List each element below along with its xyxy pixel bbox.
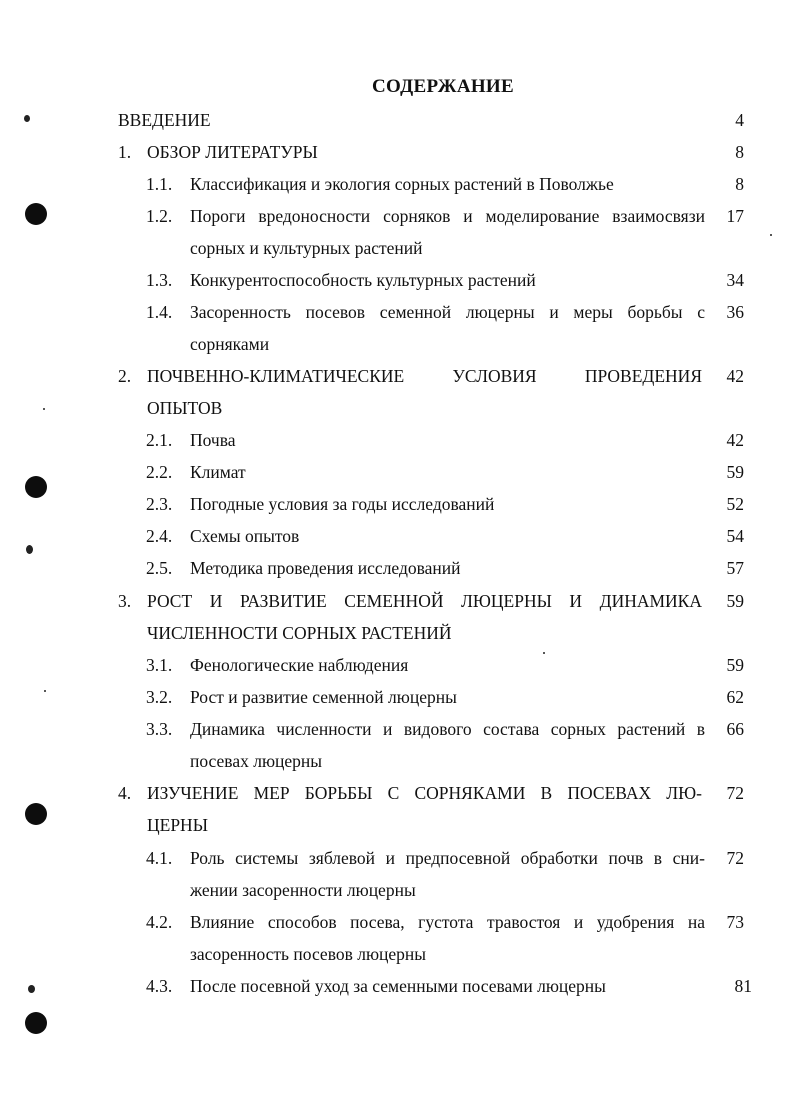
toc-entry-title: После посевной уход за семенными посевами люцерны [190, 976, 606, 996]
toc-page-number: 17 [726, 206, 744, 226]
toc-entry-title-line: РОСТ И РАЗВИТИЕ СЕМЕННОЙ ЛЮЦЕРНЫ И ДИНАМИКА [147, 591, 702, 611]
toc-entry-title: Методика проведения исследований [190, 558, 461, 578]
toc-page-number: 42 [726, 366, 744, 386]
page-title: СОДЕРЖАНИЕ [372, 76, 514, 97]
toc-page-number: 81 [734, 976, 752, 996]
toc-entry-title-line: Динамика численности и видового состава сорных растений в [190, 719, 705, 739]
toc-page-number: 72 [726, 848, 744, 868]
toc-entry-title: Почва [190, 430, 236, 450]
toc-entry-title-line: засоренность посевов люцерны [190, 944, 427, 964]
toc-page-number: 34 [726, 270, 744, 290]
toc-entry-title-line: ОПЫТОВ [147, 398, 223, 418]
toc-entry-title: ОБЗОР ЛИТЕРАТУРЫ [147, 142, 318, 162]
toc-entry-title-line: ЦЕРНЫ [147, 815, 208, 835]
toc-entry-number: 2.2. [146, 462, 173, 482]
toc-entry-title: Климат [190, 462, 246, 482]
toc-entry-title-line: Пороги вредоносности сорняков и моделирование взаимосвязи [190, 206, 705, 226]
toc-entry-title-line: сорняками [190, 334, 270, 354]
punch-hole [25, 1012, 47, 1034]
toc-page-number: 42 [726, 430, 744, 450]
scan-speck [543, 652, 545, 654]
scan-speck [28, 985, 35, 993]
toc-entry-number: 4.2. [146, 912, 173, 932]
toc-entry-number: 1. [118, 142, 132, 162]
toc-page-number: 73 [726, 912, 744, 932]
toc-entry-title: Погодные условия за годы исследований [190, 494, 495, 514]
toc-entry-number: 2. [118, 366, 132, 386]
scan-speck [770, 234, 772, 236]
toc-page-number: 8 [735, 174, 744, 194]
toc-page-number: 52 [726, 494, 744, 514]
toc-entry-number: 1.2. [146, 206, 173, 226]
toc-entry-number: 4.1. [146, 848, 173, 868]
toc-entry-title-line: посевах люцерны [190, 751, 323, 771]
toc-entry-number: 1.1. [146, 174, 173, 194]
toc-entry-title-line: ИЗУЧЕНИЕ МЕР БОРЬБЫ С СОРНЯКАМИ В ПОСЕВАХ ЛЮ- [147, 783, 702, 803]
toc-entry-number: 2.5. [146, 558, 173, 578]
toc-entry-number: 3.1. [146, 655, 173, 675]
toc-entry-title-line: ЧИСЛЕННОСТИ СОРНЫХ РАСТЕНИЙ [147, 623, 452, 643]
toc-entry-title: Конкурентоспособность культурных растений [190, 270, 536, 290]
punch-hole [25, 476, 47, 498]
scan-speck [44, 690, 46, 692]
toc-entry-number: 2.3. [146, 494, 173, 514]
toc-page-number: 36 [726, 302, 744, 322]
toc-page-number: 59 [726, 462, 744, 482]
toc-entry-title: ВВЕДЕНИЕ [118, 110, 211, 130]
toc-entry-title-line: Засоренность посевов семенной люцерны и меры борьбы с [190, 302, 705, 322]
toc-entry-number: 2.1. [146, 430, 173, 450]
toc-entry-title: Схемы опытов [190, 526, 300, 546]
toc-entry-number: 3.3. [146, 719, 173, 739]
scan-speck [26, 545, 33, 554]
toc-entry-number: 1.3. [146, 270, 173, 290]
toc-entry-number: 1.4. [146, 302, 173, 322]
toc-entry-number: 3. [118, 591, 132, 611]
toc-entry-title: Рост и развитие семенной люцерны [190, 687, 457, 707]
toc-entry-title-line: Роль системы зяблевой и предпосевной обработки почв в сни- [190, 848, 705, 868]
toc-page-number: 57 [726, 558, 744, 578]
toc-entry-title-line: Влияние способов посева, густота травостоя и удобрения на [190, 912, 705, 932]
toc-entry-title: Фенологические наблюдения [190, 655, 409, 675]
toc-page-number: 59 [726, 591, 744, 611]
toc-entry-title: Классификация и экология сорных растений в Поволжье [190, 174, 614, 194]
toc-page-number: 62 [726, 687, 744, 707]
punch-hole [25, 803, 47, 825]
punch-hole [25, 203, 47, 225]
toc-entry-number: 4. [118, 783, 132, 803]
toc-entry-title-line: сорных и культурных растений [190, 238, 423, 258]
toc-entry-title-line: ПОЧВЕННО-КЛИМАТИЧЕСКИЕ УСЛОВИЯ ПРОВЕДЕНИЯ [147, 366, 702, 386]
toc-entry-number: 3.2. [146, 687, 173, 707]
scan-speck [24, 115, 30, 122]
toc-page-number: 72 [726, 783, 744, 803]
toc-page-number: 59 [726, 655, 744, 675]
scan-speck [43, 408, 45, 410]
toc-page-number: 8 [735, 142, 744, 162]
toc-entry-title-line: жении засоренности люцерны [190, 880, 416, 900]
toc-entry-number: 2.4. [146, 526, 173, 546]
toc-page-number: 54 [726, 526, 744, 546]
toc-entry-number: 4.3. [146, 976, 173, 996]
toc-page-number: 4 [735, 110, 744, 130]
toc-page-number: 66 [726, 719, 744, 739]
